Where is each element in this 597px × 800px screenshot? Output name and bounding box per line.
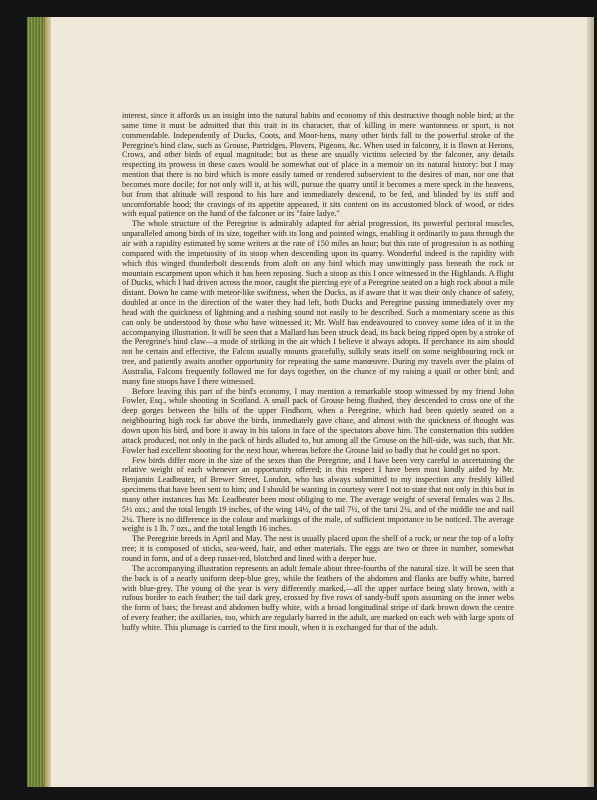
paragraph: Before leaving this part of the bird's economy, I may mention a remarkable stoop witnessed by my friend John Fowler, Esq., while shooting in Scotland. A small pack of Grouse being flushed, they descended to cross one of the deep gorges between the hills of the upper Findhorn, when a Peregrine, which had been quietly seated on a neighbouring high rock far above the birds, immediately gave chase, and almost with the quickness of thought was down upon his bird, and bore it away in his talons in face of the spectators above him. The consternation this sudden attack produced, not only in the pack of birds alluded to, but among all the Grouse on the hill-side, was such, that Mr. Fowler had excellent shooting for the next hour, whereas before the Grouse laid so badly that he could get no sport. [122, 386, 514, 455]
paragraph: interest, since it affords us an insight into the natural habits and economy of this destructive though noble bird; at the same time it must be admitted that this trait in its character, that of killing in mere wantonness or sport, is not commendable. Independently of Ducks, Coots, and Moor-hens, many other birds fall to the powerful stroke of the Peregrine's hind claw, such as Grouse, Partridges, Plovers, Pigeons, &c. When used in falconry, it is flown at Herons, Crows, and other birds of equal magnitude; but as these are usually victims selected by the falconer, any details respecting its prowess in these cases would be somewhat out of place in a memoir on its natural history: but I may mention that there is no bird which is more easily tamed or rendered subservient to the desires of man, nor one that becomes more docile; for not only will it, at his will, pursue the quarry until it becomes a mere speck in the heavens, but from that altitude will respond to his lure and immediately descend, to be fed, and blinded by its stiff and uncomfortable hood; the cravings of its appetite appeased, it sits content on its accustomed block of wood, or rides with equal patience on the hand of the falconer or its "faire ladye." [122, 111, 514, 219]
paragraph: The whole structure of the Peregrine is admirably adapted for aërial progression, its powerful pectoral muscles, unparalleled among birds of its size, together with its long and pointed wings, enabling it ordinarily to pass through the air with a rapidity estimated by some writers at the rate of 150 miles an hour; but this rate of progression is as nothing compared with the impetuosity of its stoop when descending upon its quarry. Wonderful indeed is the rapidity with which this winged thunderbolt descends from aloft on any bird which may unwittingly pass beneath the rock or mountain escarpment upon which it has been reposing. Such a stoop as this I once witnessed in the Highlands. A flight of Ducks, which I had driven across the moor, caught the piercing eye of a Peregrine seated on a high rock about a mile distant. Down he came with meteor-like swiftness, when the Ducks, as if aware that it was their only chance of safety, doubled at once in the direction of the water they had left, both Ducks and Peregrine passing immediately over my head with the quickness of lightning and a rushing sound not easily to be described. Such a momentary scene as this can only be understood by those who have witnessed it; Mr. Wolf has endeavoured to convey some idea of it in the accompanying illustration. It will be seen that a Mallard has been struck dead, its back being ripped open by a stroke of the Peregrine's hind claw—a mode of striking in the air which I believe it always adopts. If perchance its aim should not be certain and effective, the Falcon usually mounts gracefully, sulkily seats itself on some neighbouring rock or tree, and patiently awaits another opportunity for repeating the same manœuvre. During my travels over the plains of Australia, Falcons frequently followed me for days together, on the chance of my raising a quail or other bird; and many fine stoops have I there witnessed. [122, 219, 514, 386]
body-text [122, 111, 514, 633]
book-edge-marbled [27, 17, 45, 787]
paragraph: The Peregrine breeds in April and May. The nest is usually placed upon the shelf of a rock, or near the top of a lofty tree; it is composed of sticks, sea-weed, hair, and other materials. The eggs are two or three in number, somewhat round in form, and of a deep russet-red, blotched and lined with a deeper hue. [122, 534, 514, 563]
page-right-edge [587, 17, 594, 787]
paragraph: The accompanying illustration represents an adult female about three-fourths of the natural size. It will be seen that the back is of a nearly uniform deep-blue grey, while the feathers of the abdomen and flanks are buffy white, barred with blue-grey. The young of the year is very differently marked,—all the upper surface being slaty brown, with a rufous border to each feather; the tail dark grey, crossed by five rows of sandy-buff spots assuming on the inner webs the form of bars; the breast and abdomen buffy white, with a broad longitudinal stripe of dark brown down the centre of every feather; the axillaries, too, which are regularly barred in the adult, are marked on each web with large spots of buffy white. This plumage is carried to the first moult, when it is exchanged for that of the adult. [122, 563, 514, 632]
paragraph: Few birds differ more in the size of the sexes than the Peregrine, and I have been very careful in ascertaining the relative weight of each whenever an opportunity offered; in this respect I have been most kindly aided by Mr. Benjamin Leadbeater, of Brewer Street, London, who has always submitted to my inspection any freshly killed specimens that have been sent to him; and I should be wanting in courtesy were I not to state that not only in this but in many other instances has Mr. Leadbeater been most obliging to me. The average weight of several females was 2 lbs. 5½ ozs.; and the total length 19 inches, of the wing 14½, of the tail 7½, of the tarsi 2¼, and of the middle toe and nail 2¼. There is no difference in the colour and markings of the male, of sufficient importance to be noticed. The average weight is 1 lb. 7 ozs., and the total length 16 inches. [122, 455, 514, 534]
